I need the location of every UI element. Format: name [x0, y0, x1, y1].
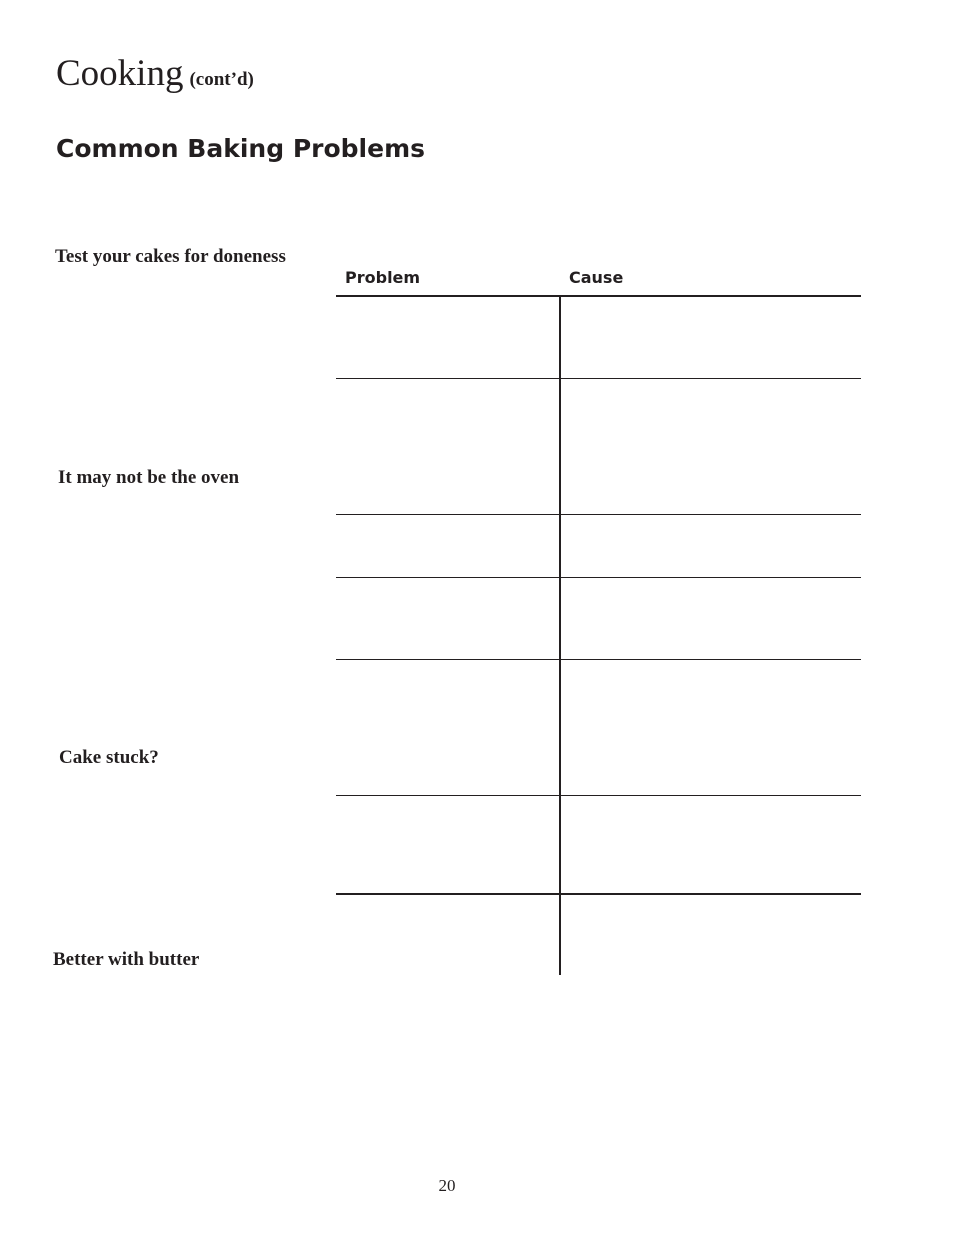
table-header-problem: Problem: [345, 268, 421, 287]
table-header-rule: [336, 295, 861, 297]
page-title-suffix: (cont’d): [189, 69, 254, 90]
table-header-cause: Cause: [569, 268, 624, 287]
sidebar-tip-doneness: Test your cakes for doneness: [55, 246, 286, 267]
table-column-divider: [559, 296, 561, 975]
sidebar-tip-cake-stuck: Cake stuck?: [59, 747, 159, 768]
table-row-divider: [336, 893, 861, 895]
table-row-divider: [336, 577, 861, 578]
page-title-main: Cooking: [56, 53, 184, 94]
sidebar-tip-butter: Better with butter: [53, 949, 200, 970]
table-row-divider: [336, 795, 861, 796]
page-number: 20: [438, 1176, 456, 1195]
table-row-divider: [336, 378, 861, 379]
sidebar-tip-oven: It may not be the oven: [58, 467, 240, 488]
section-heading: Common Baking Problems: [56, 134, 425, 163]
table-row-divider: [336, 514, 861, 515]
page-title: [56, 52, 254, 96]
table-row-divider: [336, 659, 861, 660]
